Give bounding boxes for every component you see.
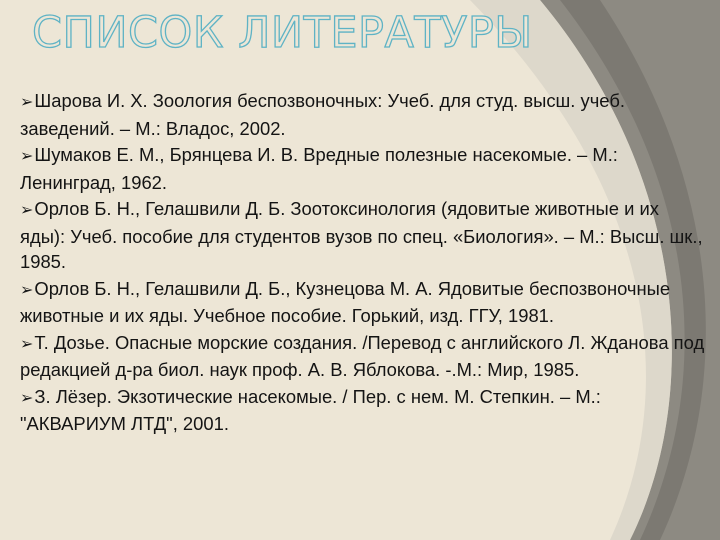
reference-item xyxy=(20,142,708,195)
reference-text: Орлов Б. Н., Гелашвили Д. Б., Кузнецова М. А. Ядовитые беспозвоночные животные и их яды. Учебное пособие. Горький, изд. ГГУ, 1981. xyxy=(20,277,671,326)
reference-text: Орлов Б. Н., Гелашвили Д. Б. Зоотоксинология (ядовитые животные и их яды): Учеб. пособие для студентов вузов по спец. «Биология». – М.: Высш. шк., 1985. xyxy=(20,198,703,272)
reference-item xyxy=(20,276,708,329)
reference-item xyxy=(20,384,708,437)
check-arrow-bullet-icon: ➢ xyxy=(20,148,34,165)
reference-item xyxy=(20,330,708,383)
check-arrow-bullet-icon: ➢ xyxy=(20,94,34,111)
reference-list xyxy=(20,88,708,438)
reference-text: Шумаков Е. М., Брянцева И. В. Вредные полезные насекомые. – М.: Ленинград, 1962. xyxy=(20,144,618,193)
reference-text: Шарова И. Х. Зоология беспозвоночных: Учеб. для студ. высш. учеб. заведений. – М.: Владос, 2002. xyxy=(20,90,625,139)
reference-text: Т. Дозье. Опасные морские создания. /Перевод с английского Л. Жданова под редакцией д-ра биол. наук проф. А. В. Яблокова. -.М.: Мир, 1985. xyxy=(20,331,705,380)
check-arrow-bullet-icon: ➢ xyxy=(20,202,34,219)
check-arrow-bullet-icon: ➢ xyxy=(20,281,34,299)
slide-title: СПИСОК ЛИТЕРАТУРЫ xyxy=(32,8,533,58)
check-arrow-bullet-icon: ➢ xyxy=(20,389,34,407)
reference-text: З. Лёзер. Экзотические насекомые. / Пер. с нем. М. Степкин. – М.: "АКВАРИУМ ЛТД", 2001. xyxy=(20,385,601,434)
check-arrow-bullet-icon: ➢ xyxy=(20,335,34,353)
reference-item xyxy=(20,196,708,275)
reference-item xyxy=(20,88,708,141)
